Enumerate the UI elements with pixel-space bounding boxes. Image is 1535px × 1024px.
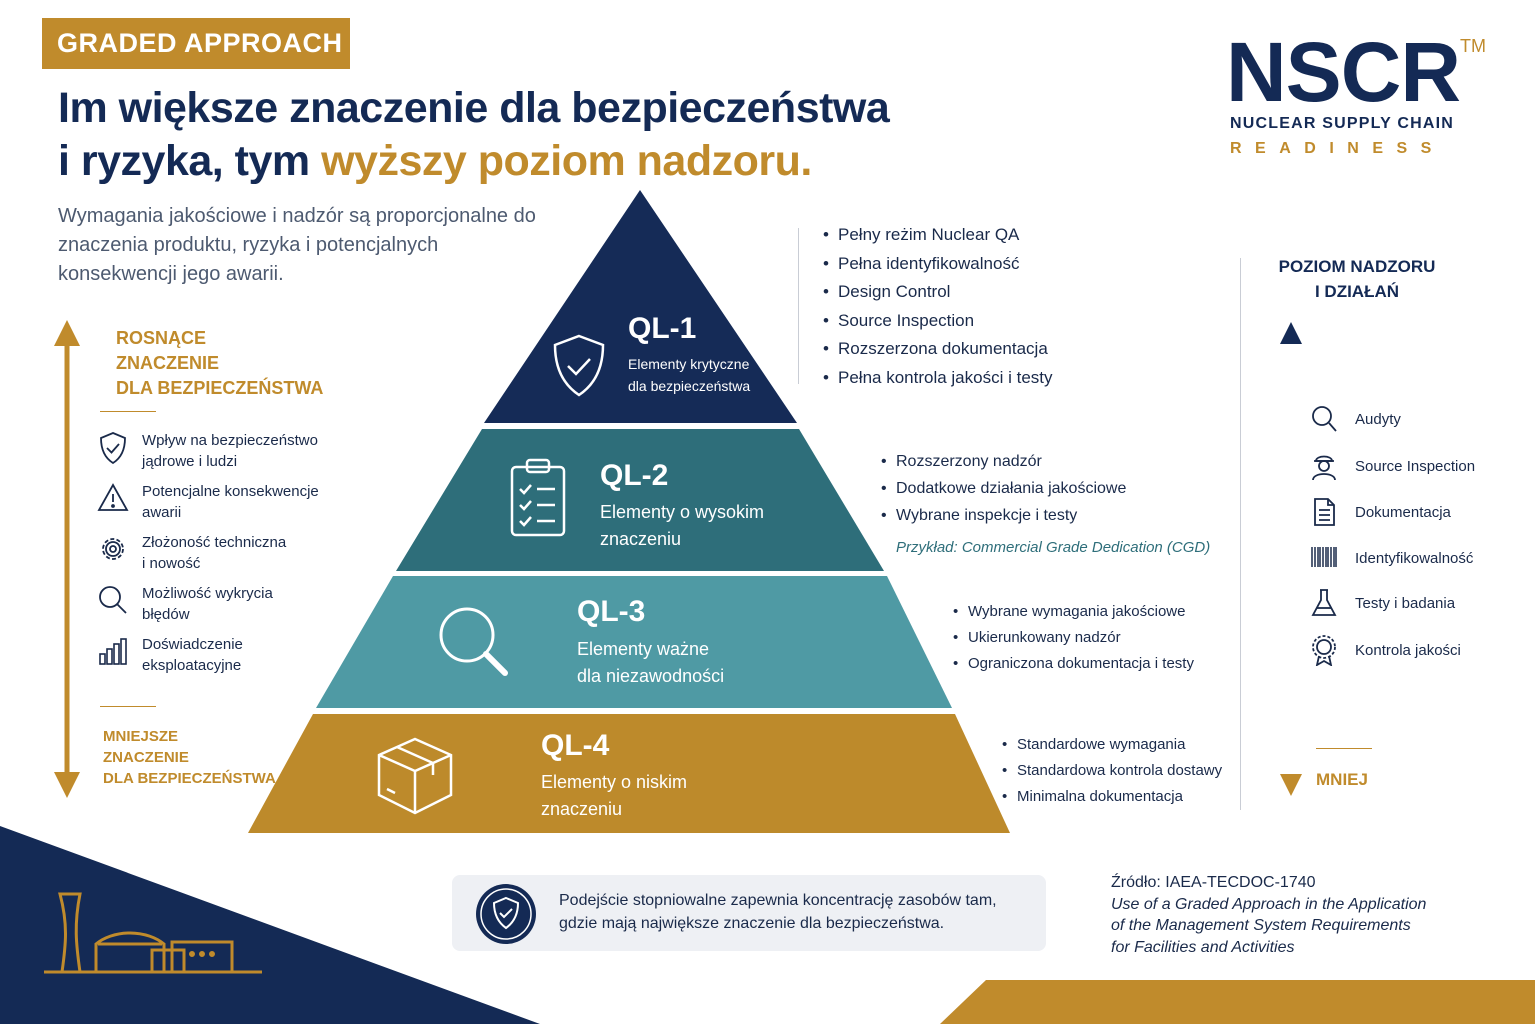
- ql4-description: [541, 769, 687, 823]
- award-seal-icon: [1310, 634, 1338, 666]
- barcode-icon: [1310, 543, 1338, 573]
- logo-trademark: TM: [1460, 36, 1486, 56]
- magnifier-icon: [1310, 404, 1338, 434]
- source-title-line: of the Management System Requirements: [1111, 917, 1411, 934]
- shield-check-icon: [550, 333, 608, 399]
- factor-line: Potencjalne konsekwencje: [142, 483, 319, 500]
- headline-line-1: Im większe znaczenie dla bezpieczeństwa: [58, 84, 890, 132]
- headline-line-2-start: i ryzyka, tym: [58, 137, 322, 185]
- source-title-line: Use of a Graded Approach in the Application: [1111, 895, 1427, 913]
- oversight-item-audits: [1310, 404, 1401, 434]
- oversight-item-tests: [1310, 588, 1455, 618]
- list-item: • Wybrane wymagania jakościowe: [953, 599, 1194, 625]
- oversight-item-documentation: [1310, 497, 1451, 527]
- shield-check-icon: [475, 883, 537, 945]
- page-subtitle: Wymagania jakościowe i nadzór są proporcjonalne do znaczenia produktu, ryzyka i potencjalnych konsekwencji jego awarii.: [58, 205, 536, 285]
- list-item: • Pełny reżim Nuclear QA: [823, 221, 1053, 250]
- logo-wordmark: NSCR: [1226, 25, 1461, 119]
- right-title-line-2: I DZIAŁAŃ: [1314, 282, 1400, 301]
- graded-approach-badge: GRADED APPROACH: [42, 18, 350, 69]
- ql2-description: [600, 499, 764, 553]
- ql4-title: QL-4: [541, 729, 610, 762]
- source-title-line: for Facilities and Activities: [1111, 938, 1295, 956]
- oversight-label: Dokumentacja: [1355, 503, 1451, 521]
- factor-line: Możliwość wykrycia: [142, 585, 273, 602]
- flask-icon: [1310, 588, 1338, 618]
- left-bottom-line-2: ZNACZENIE: [103, 749, 189, 766]
- ql2-requirements: [881, 448, 1126, 529]
- factor-line: awarii: [142, 504, 182, 521]
- oversight-label: Audyty: [1355, 410, 1401, 428]
- summary-callout-text: Podejście stopniowalne zapewnia koncentrację zasobów tam, gdzie mają największe znaczenie dla bezpieczeństwa.: [559, 892, 997, 932]
- left-top-line-3: DLA BEZPIECZEŃSTWA: [116, 378, 324, 398]
- oversight-item-quality-control: [1310, 634, 1461, 666]
- left-bottom-line-3: DLA BEZPIECZEŃSTWA: [103, 770, 276, 787]
- ql1-desc-line: dla bezpieczeństwa: [628, 378, 751, 394]
- list-item: • Source Inspection: [823, 307, 1053, 336]
- oversight-item-source-inspection: [1310, 451, 1475, 481]
- ql1-title: QL-1: [628, 312, 697, 345]
- ql3-description: [577, 636, 724, 690]
- ql1-desc-line: Elementy krytyczne: [628, 356, 750, 372]
- headline-accent: wyższy poziom nadzoru.: [321, 137, 812, 185]
- factor-line: Złożoność techniczna: [142, 534, 287, 551]
- left-top-line-1: ROSNĄCE: [116, 328, 207, 348]
- right-panel-title: [1262, 254, 1452, 304]
- list-item: • Design Control: [823, 278, 1053, 307]
- ql3-requirements: [953, 599, 1194, 677]
- right-bottom-divider: [1316, 748, 1372, 749]
- source-label: Źródło: IAEA-TECDOC-1740: [1111, 874, 1316, 891]
- ql1-description: [628, 353, 750, 397]
- ql2-title: QL-2: [600, 459, 669, 492]
- factor-line: i nowość: [142, 555, 201, 572]
- ql3-desc-line: dla niezawodności: [577, 666, 725, 686]
- logo-tagline-2: READINESS: [1230, 140, 1445, 157]
- ql4-desc-line: Elementy o niskim: [541, 772, 688, 792]
- list-item: • Minimalna dokumentacja: [1002, 784, 1222, 810]
- right-title-line-1: POZIOM NADZORU: [1278, 257, 1436, 276]
- ql1-divider: [798, 228, 799, 384]
- list-item: • Dodatkowe działania jakościowe: [881, 475, 1126, 502]
- list-item: • Ograniczona dokumentacja i testy: [953, 651, 1194, 677]
- ql4-desc-line: znaczeniu: [541, 799, 623, 819]
- oversight-label: Testy i badania: [1355, 594, 1456, 612]
- list-item: • Ukierunkowany nadzór: [953, 625, 1194, 651]
- ql2-example: Przykład: Commercial Grade Dedication (CGD): [896, 539, 1211, 556]
- logo-tagline-1: NUCLEAR SUPPLY CHAIN: [1230, 115, 1455, 132]
- factor-line: błędów: [142, 606, 190, 623]
- ql2-desc-line: Elementy o wysokim: [600, 502, 765, 522]
- list-item: • Pełna identyfikowalność: [823, 250, 1053, 279]
- factor-line: jądrowe i ludzi: [142, 453, 238, 470]
- right-axis-arrow: [1276, 320, 1306, 798]
- factor-line: Wpływ na bezpieczeństwo: [142, 432, 318, 449]
- list-item: • Wybrane inspekcje i testy: [881, 502, 1126, 529]
- oversight-label: Kontrola jakości: [1355, 641, 1461, 659]
- list-item: • Rozszerzona dokumentacja: [823, 335, 1053, 364]
- ql4-requirements: [1002, 732, 1222, 810]
- left-top-line-2: ZNACZENIE: [116, 353, 219, 373]
- ql3-title: QL-3: [577, 595, 646, 628]
- factor-line: Doświadczenie: [142, 636, 243, 653]
- source-citation: [1111, 872, 1491, 958]
- factor-line: eksploatacyjne: [142, 657, 242, 674]
- document-icon: [1310, 497, 1338, 527]
- box-icon: [373, 733, 457, 817]
- right-panel-divider: [1240, 258, 1241, 810]
- clipboard-checklist-icon: [507, 457, 569, 539]
- ql1-requirements: [823, 221, 1053, 392]
- oversight-label: Source Inspection: [1355, 457, 1476, 475]
- list-item: • Pełna kontrola jakości i testy: [823, 364, 1053, 393]
- ql2-desc-line: znaczeniu: [600, 529, 682, 549]
- list-item: • Standardowe wymagania: [1002, 732, 1222, 758]
- left-bottom-line-1: MNIEJSZE: [103, 728, 179, 745]
- magnifier-icon: [435, 603, 513, 681]
- oversight-item-traceability: [1310, 543, 1473, 573]
- oversight-label: Identyfikowalność: [1355, 549, 1474, 567]
- ql3-desc-line: Elementy ważne: [577, 639, 710, 659]
- right-axis-bottom-label: MNIEJ: [1316, 770, 1368, 789]
- list-item: • Standardowa kontrola dostawy: [1002, 758, 1222, 784]
- list-item: • Rozszerzony nadzór: [881, 448, 1126, 475]
- inspector-icon: [1310, 451, 1338, 481]
